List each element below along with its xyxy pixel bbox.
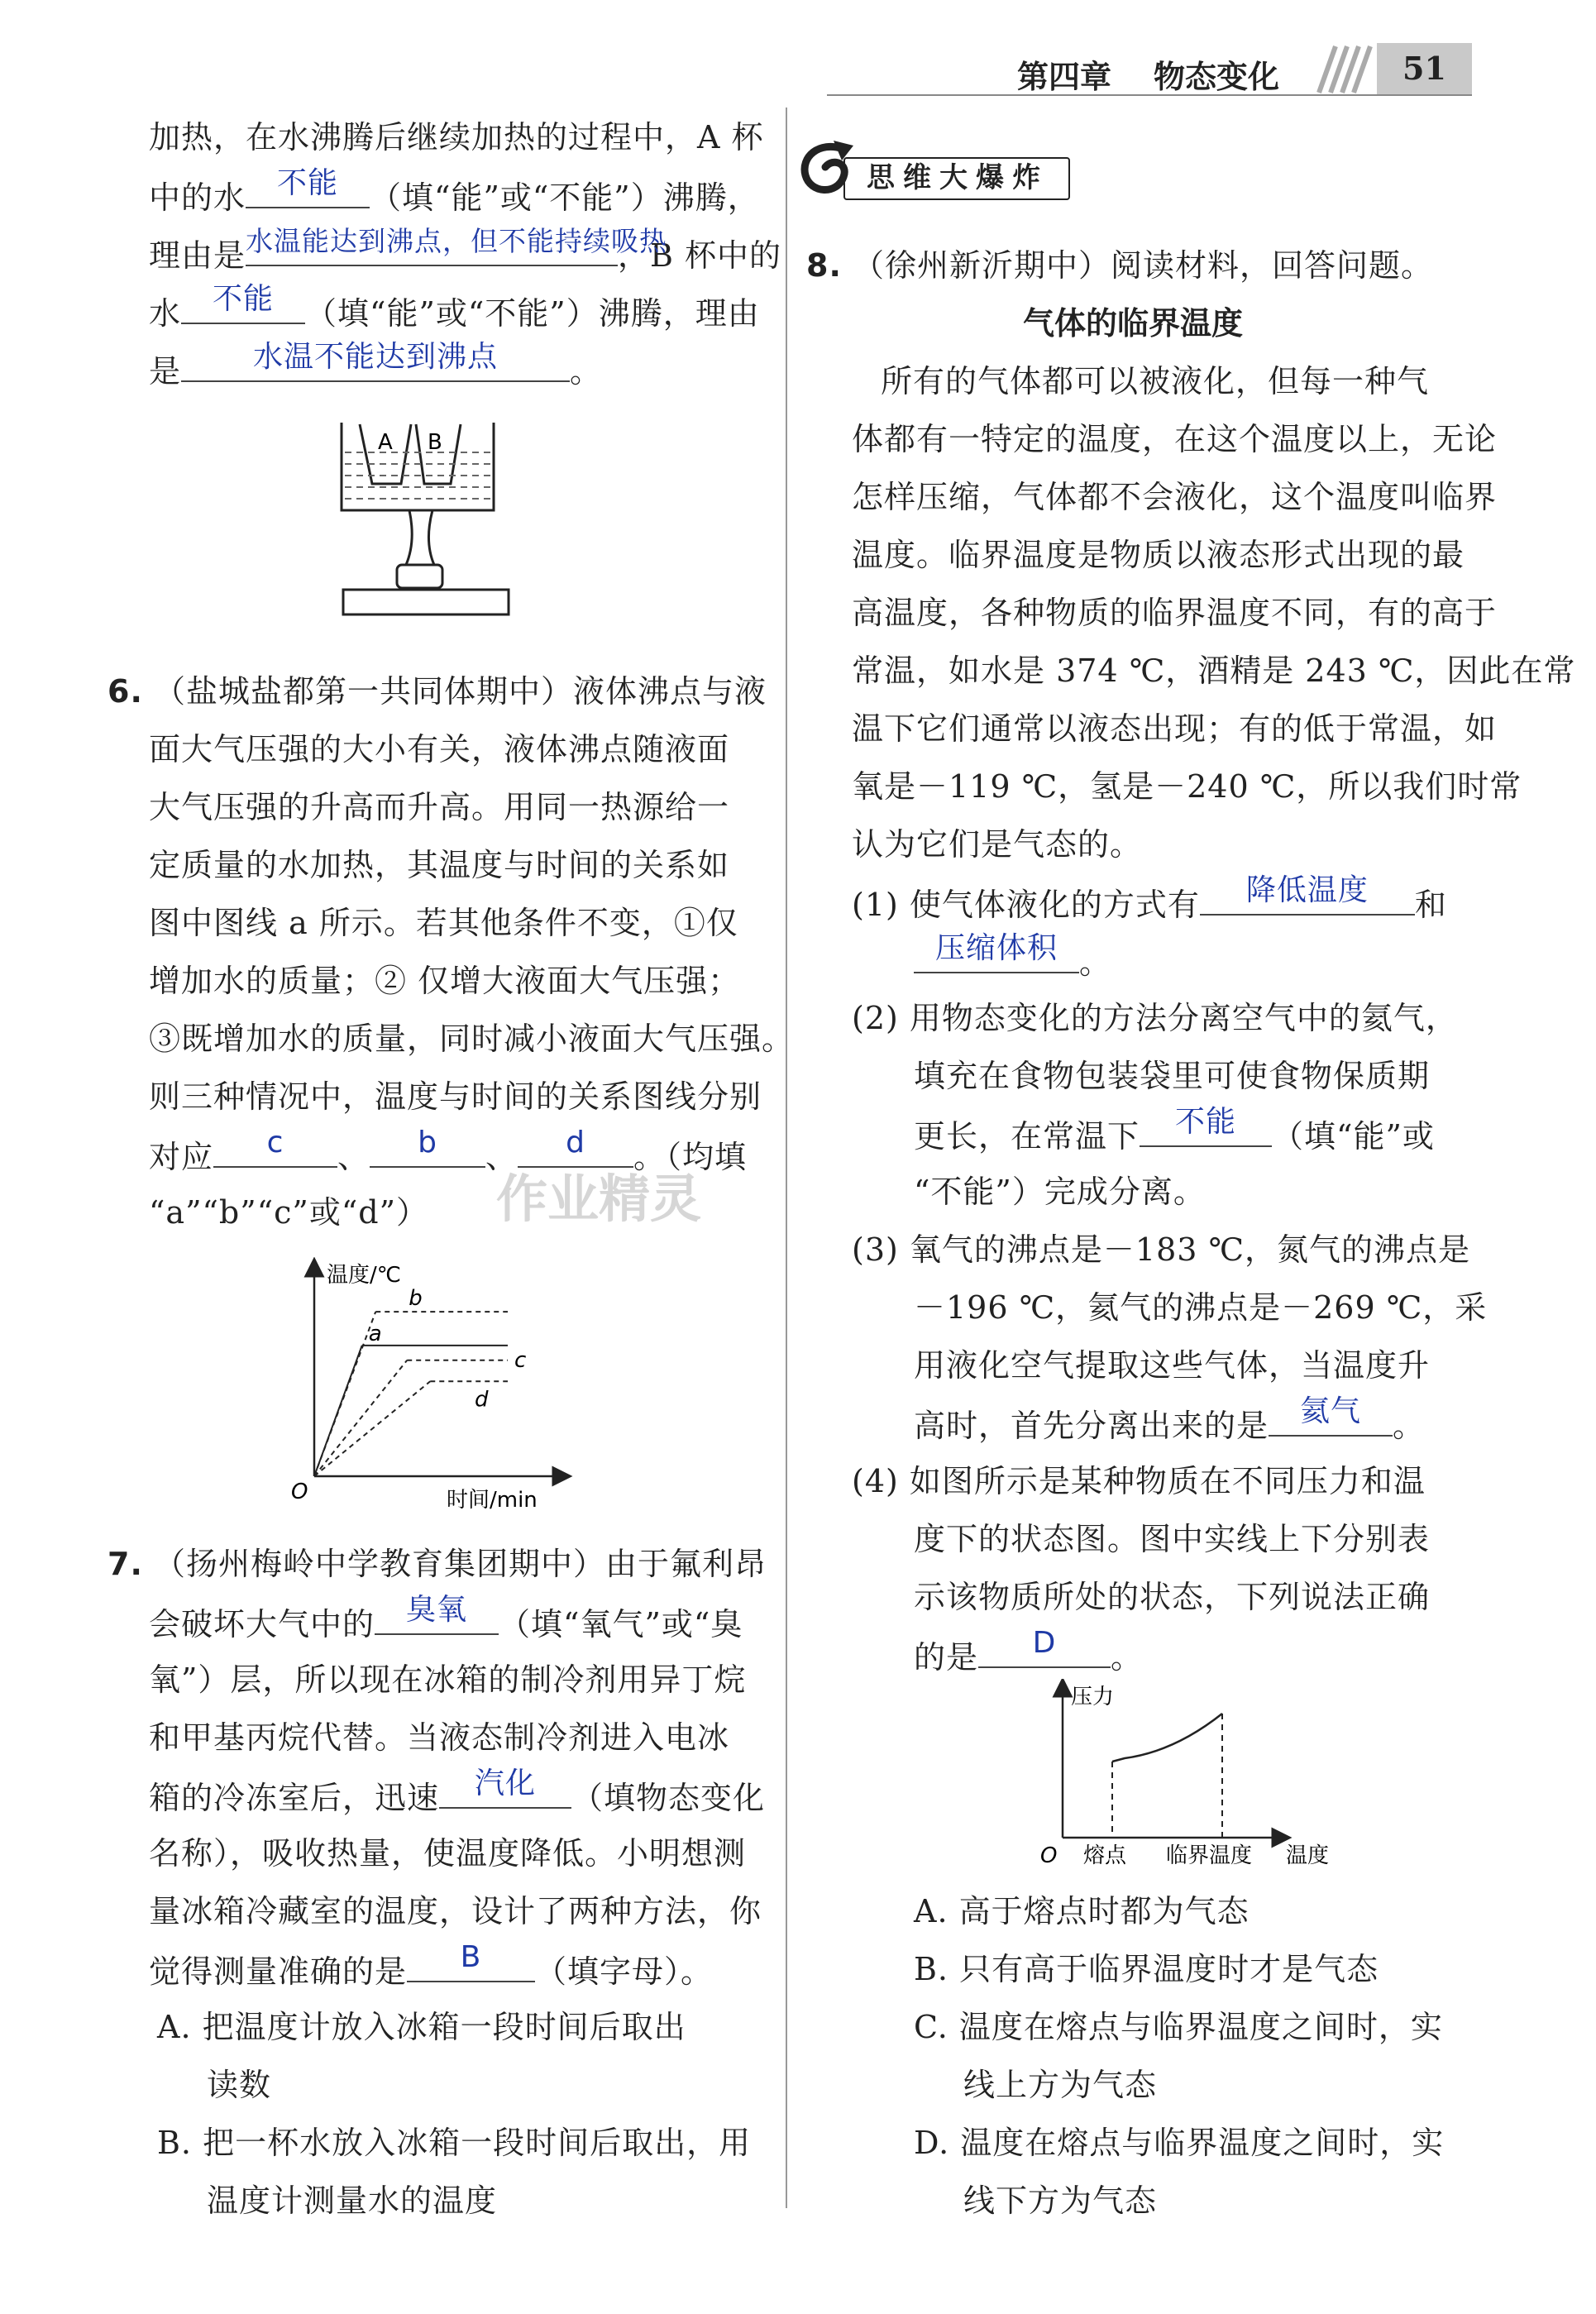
q6-line-2: 面大气压强的大小有关，液体沸点随液面: [149, 731, 730, 767]
q7-line-5: 箱的冷冻室后，迅速 汽化 （填物态变化: [149, 1774, 765, 1819]
page-number: 51: [1402, 50, 1446, 87]
pressure-temperature-chart: [1034, 1679, 1373, 1873]
answer-q7-1: 臭氧: [406, 1593, 468, 1627]
q5-line-5: 是 水温不能达到沸点 。: [149, 347, 602, 393]
q8-option-d-1: D. 温度在熔点与临界温度之间时，实: [914, 2125, 1445, 2161]
q6-line-10: “a”“b”“c”或“d”）: [149, 1194, 429, 1231]
q8-para-8: 氧是－119 ℃，氢是－240 ℃，所以我们时常: [852, 768, 1522, 805]
q7-option-b-2: 温度计测量水的温度: [207, 2183, 498, 2219]
q8-sub1-line-1: (1) 使气体液化的方式有 降低温度 和: [852, 881, 1447, 926]
temperature-time-chart: [281, 1257, 587, 1513]
q6-line-4: 定质量的水加热，其温度与时间的关系如: [149, 847, 730, 883]
answer-q5-2: 水温能达到沸点，但不能持续吸热: [246, 225, 668, 257]
q8-sub1-line-2: 压缩体积 。: [914, 939, 1111, 984]
q7-line-1: 7. （扬州梅岭中学教育集团期中）由于氟利昂: [108, 1546, 767, 1582]
q8-sub4-line-3: 示该物质所处的状态，下列说法正确: [914, 1579, 1431, 1615]
q8-para-3: 怎样压缩，气体都不会液化，这个温度叫临界: [852, 479, 1498, 515]
q8-sub3-line-4: 高时，首先分离出来的是 氦气 。: [914, 1402, 1425, 1447]
answer-q8-1b: 压缩体积: [934, 931, 1058, 965]
beaker-label-a: A: [378, 430, 393, 455]
q5-line-4: 水 不能 （填“能”或“不能”）沸腾，理由: [149, 289, 760, 335]
q7-line-3: 氧”）层，所以现在冰箱的制冷剂用异丁烷: [149, 1661, 747, 1698]
header-stripes: [1311, 43, 1377, 94]
q7-line-7: 量冰箱冷藏室的温度，设计了两种方法，你: [149, 1893, 762, 1929]
series-label-b: b: [409, 1286, 423, 1312]
phase-boundary-curve: [1112, 1714, 1222, 1762]
chart2-xtick-melting: 熔点: [1083, 1843, 1127, 1868]
beaker-label-b: B: [428, 430, 442, 455]
q8-line-1: 8. （徐州新沂期中）阅读材料，回答问题。: [806, 247, 1433, 284]
answer-q5-3: 不能: [213, 282, 275, 316]
q7-line-2: 会破坏大气中的 臭氧 （填“氧气”或“臭: [149, 1600, 743, 1646]
answer-q5-1: 不能: [277, 166, 339, 200]
q7-option-a-2: 读数: [207, 2067, 272, 2103]
q8-para-5: 高温度，各种物质的临界温度不同，有的高于: [852, 595, 1498, 631]
answer-q6-3: d: [566, 1126, 585, 1159]
q8-option-c-1: C. 温度在熔点与临界温度之间时，实: [914, 2009, 1443, 2045]
q6-line-9: 对应 c 、 b 、 d 。（均填: [149, 1133, 747, 1179]
chart1-origin: O: [291, 1480, 308, 1504]
banner-text: 思维大爆炸: [867, 161, 1049, 194]
q8-sub3-line-3: 用液化空气提取这些气体，当温度升: [914, 1347, 1431, 1384]
q8-sub4-line-4: 的是 D 。: [914, 1633, 1143, 1679]
q7-line-4: 和甲基丙烷代替。当液态制冷剂进入电冰: [149, 1719, 730, 1756]
answer-q6-1: c: [266, 1126, 284, 1159]
chart2-ylabel: 压力: [1071, 1685, 1115, 1709]
answer-q8-4: D: [1032, 1626, 1057, 1660]
q8-sub3-line-1: (3) 氧气的沸点是－183 ℃，氮气的沸点是: [852, 1231, 1471, 1268]
q8-sub3-line-2: －196 ℃，氦气的沸点是－269 ℃，采: [914, 1289, 1488, 1326]
chapter-title: 物态变化: [1154, 59, 1280, 95]
answer-q8-2: 不能: [1175, 1105, 1237, 1139]
q6-line-3: 大气压强的升高而升高。用同一热源给一: [149, 789, 730, 825]
article-title: 气体的临界温度: [1022, 305, 1243, 342]
series-label-c: c: [514, 1347, 527, 1373]
q8-para-2: 体都有一特定的温度，在这个温度以上，无论: [852, 421, 1498, 457]
chart1-xlabel: 时间/min: [447, 1488, 538, 1513]
q8-para-1: 所有的气体都可以被液化，但每一种气: [881, 363, 1430, 399]
q8-sub4-line-2: 度下的状态图。图中实线上下分别表: [914, 1521, 1431, 1557]
q8-sub2-line-1: (2) 用物态变化的方法分离空气中的氦气，: [852, 1000, 1458, 1036]
q5-line-1: 加热，在水沸腾后继续加热的过程中，A 杯: [149, 119, 764, 155]
chart1-ylabel: 温度/℃: [327, 1263, 401, 1288]
page-number-box: [1377, 43, 1472, 94]
q8-sub2-line-4: “不能”）完成分离。: [914, 1174, 1206, 1210]
q8-option-c-2: 线上方为气态: [963, 2067, 1158, 2103]
q6-line-8: 则三种情况中，温度与时间的关系图线分别: [149, 1078, 762, 1115]
q8-sub2-line-3: 更长，在常温下 不能 （填“能”或: [914, 1112, 1435, 1158]
series-label-a: a: [368, 1321, 382, 1346]
q6-line-1: 6. （盐城盐都第一共同体期中）液体沸点与液: [108, 673, 767, 710]
q5-line-2: 中的水 不能 （填“能”或“不能”）沸腾，: [149, 174, 760, 219]
q6-line-6: 增加水的质量；② 仅增大液面大气压强；: [149, 963, 741, 999]
page-header: [827, 43, 1488, 101]
q8-para-9: 认为它们是气态的。: [852, 826, 1143, 863]
q8-para-6: 常温，如水是 374 ℃，酒精是 243 ℃，因此在常: [852, 653, 1576, 689]
q7-option-a-1: A. 把温度计放入冰箱一段时间后取出: [157, 2009, 686, 2045]
answer-q8-1a: 降低温度: [1245, 873, 1369, 907]
series-label-d: d: [475, 1387, 489, 1413]
q8-option-b: B. 只有高于临界温度时才是气态: [914, 1951, 1379, 1987]
q6-line-7: ③既增加水的质量，同时减小液面大气压强。: [149, 1021, 795, 1057]
q8-para-4: 温度。临界温度是物质以液态形式出现的最: [852, 537, 1465, 573]
q5-line-3: 理由是 水温能达到沸点，但不能持续吸热 ，B 杯中的: [149, 232, 781, 277]
q8-sub4-line-1: (4) 如图所示是某种物质在不同压力和温: [852, 1463, 1426, 1499]
answer-q7-2: 汽化: [475, 1767, 537, 1800]
answer-q5-4: 水温不能达到沸点: [253, 340, 499, 374]
q8-para-7: 温下它们通常以液态出现；有的低于常温，如: [852, 710, 1498, 747]
watermark: 作业精灵: [496, 1169, 702, 1229]
column-divider: [786, 108, 787, 2208]
chart2-origin: O: [1040, 1843, 1058, 1868]
answer-q7-3: B: [460, 1940, 482, 1974]
q8-option-d-2: 线下方为气态: [963, 2183, 1158, 2219]
chart2-xlabel: 温度: [1286, 1843, 1330, 1868]
beaker-diagram: [335, 418, 521, 624]
q7-option-b-1: B. 把一杯水放入冰箱一段时间后取出，用: [157, 2125, 752, 2161]
answer-q8-3: 氦气: [1300, 1394, 1362, 1428]
q8-sub2-line-2: 填充在食物包装袋里可使食物保质期: [914, 1058, 1431, 1094]
section-banner: [794, 132, 1108, 207]
chapter-label: 第四章: [1017, 59, 1112, 95]
q7-line-6: 名称），吸收热量，使温度降低。小明想测: [149, 1835, 747, 1872]
q7-line-8: 觉得测量准确的是 B （填字母）。: [149, 1948, 713, 1993]
series-c-rise: [314, 1360, 407, 1476]
q8-option-a: A. 高于熔点时都为气态: [914, 1893, 1250, 1929]
answer-q6-2: b: [418, 1126, 437, 1159]
chart2-xtick-critical: 临界温度: [1166, 1843, 1253, 1868]
q6-line-5: 图中图线 a 所示。若其他条件不变，①仅: [149, 905, 738, 941]
